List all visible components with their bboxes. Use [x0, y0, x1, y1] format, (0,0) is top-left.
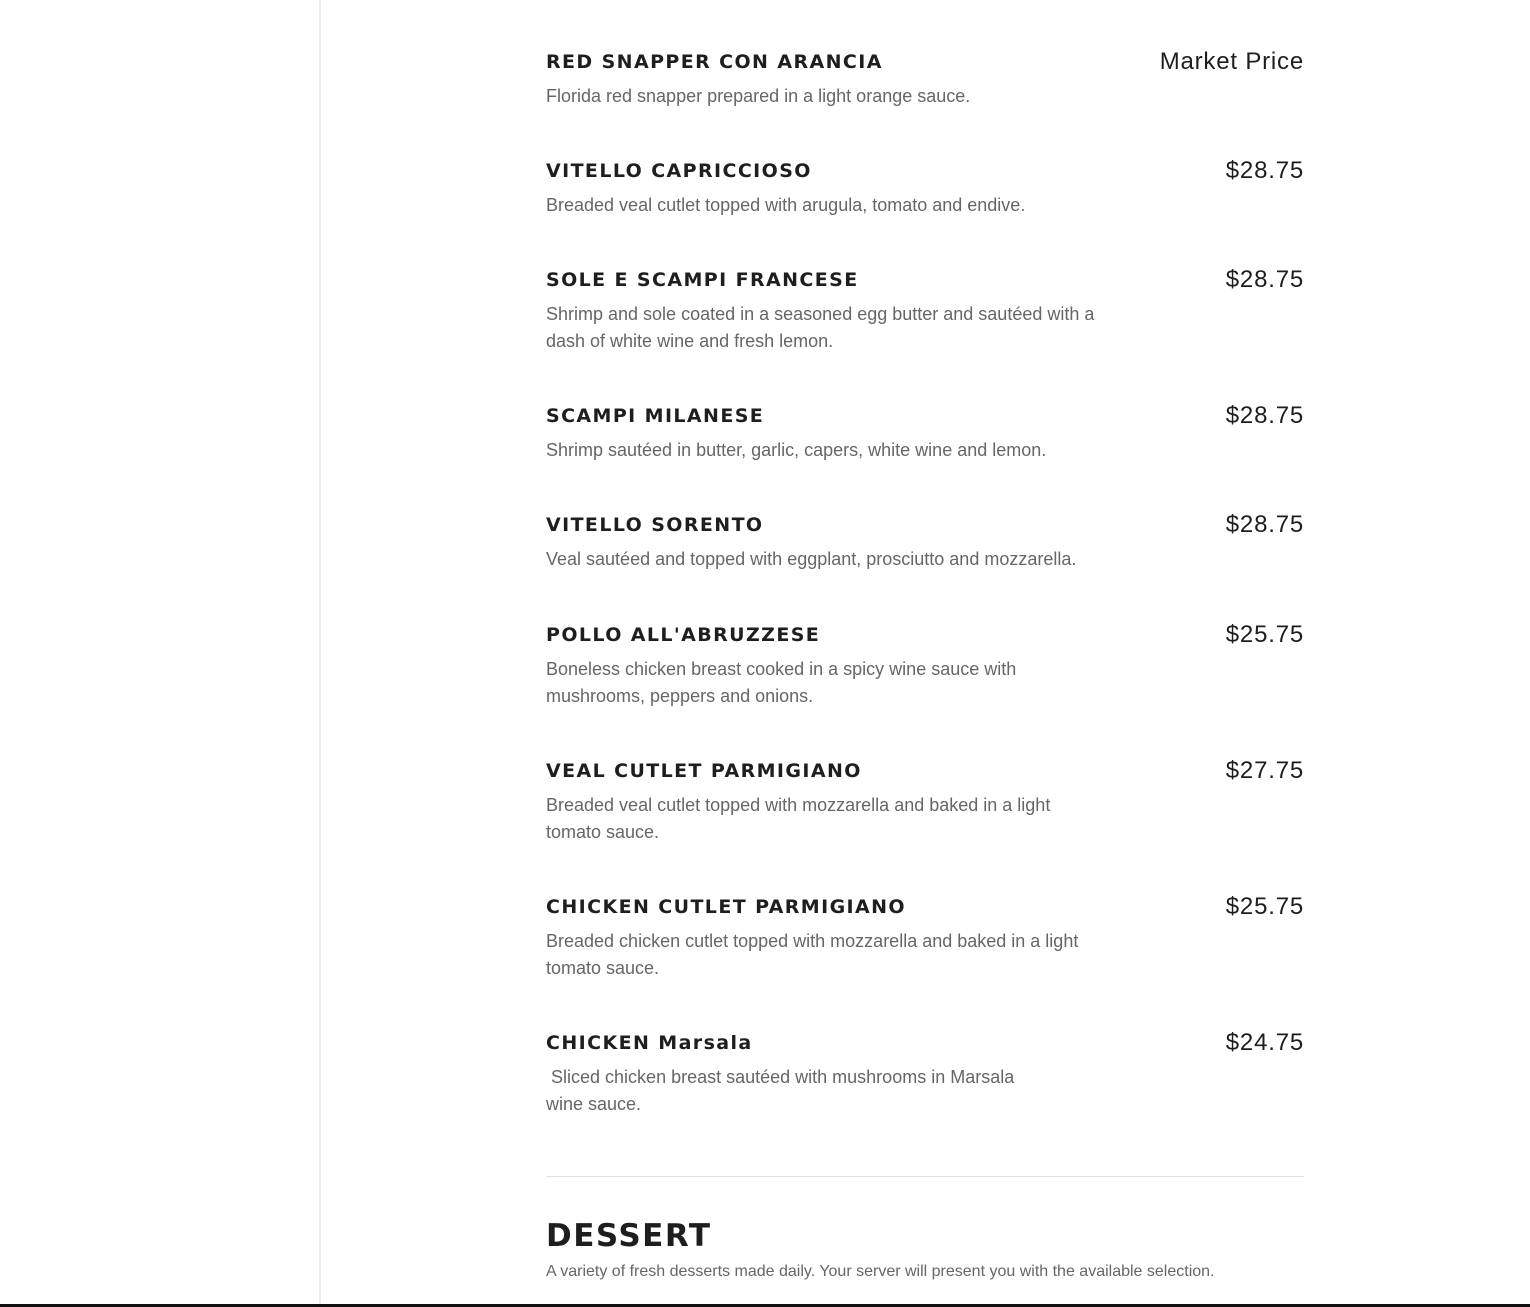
menu-item-price: $24.75 [1225, 1029, 1304, 1056]
menu-item-name: SOLE E SCAMPI FRANCESE [546, 269, 859, 291]
menu-item-price: $28.75 [1225, 402, 1304, 429]
menu-item-name: VITELLO CAPRICCIOSO [546, 160, 812, 182]
menu-item-description: Breaded veal cutlet topped with arugula, tomato and endive. [546, 195, 1026, 215]
menu-item-description: Breaded chicken cutlet topped with mozzarella and baked in a light tomato sauce. [546, 931, 1079, 978]
menu-item-name: RED SNAPPER CON ARANCIA [546, 51, 883, 73]
menu-item-name: VEAL CUTLET PARMIGIANO [546, 760, 862, 782]
menu-item-description: Shrimp and sole coated in a seasoned egg butter and sautéed with a dash of white wine and fresh lemon. [546, 304, 1095, 351]
menu-item-description: Boneless chicken breast cooked in a spicy wine sauce with mushrooms, peppers and onions. [546, 659, 1017, 706]
menu-item-description: Florida red snapper prepared in a light orange sauce. [546, 86, 971, 106]
menu-item-name: VITELLO SORENTO [546, 514, 764, 536]
menu-item-price: $28.75 [1225, 157, 1304, 184]
menu-item-name: CHICKEN CUTLET PARMIGIANO [546, 896, 906, 918]
menu-item-name: POLLO ALL'ABRUZZESE [546, 624, 821, 646]
menu-item-price: $28.75 [1225, 266, 1304, 293]
menu-item-description: Breaded veal cutlet topped with mozzarella and baked in a light tomato sauce. [546, 795, 1051, 842]
menu-item-description: Veal sautéed and topped with eggplant, prosciutto and mozzarella. [546, 549, 1077, 569]
section-divider [546, 1176, 1304, 1177]
dessert-section-description: A variety of fresh desserts made daily. Your server will present you with the available selection. [546, 1263, 1215, 1280]
menu-item-name: CHICKEN Marsala [546, 1032, 753, 1054]
menu-item-price: Market Price [1159, 48, 1304, 75]
menu-item-price: $28.75 [1225, 511, 1304, 538]
dessert-section-title: DESSERT [546, 1218, 712, 1254]
menu-item-name: SCAMPI MILANESE [546, 405, 765, 427]
menu-item-description: Sliced chicken breast sautéed with mushrooms in Marsala wine sauce. [546, 1067, 1020, 1114]
menu-item-price: $25.75 [1225, 621, 1304, 648]
menu-item-price: $25.75 [1225, 893, 1304, 920]
sidebar-divider [319, 0, 321, 1307]
menu-item-description: Shrimp sautéed in butter, garlic, capers, white wine and lemon. [546, 440, 1047, 460]
menu-item-price: $27.75 [1225, 757, 1304, 784]
